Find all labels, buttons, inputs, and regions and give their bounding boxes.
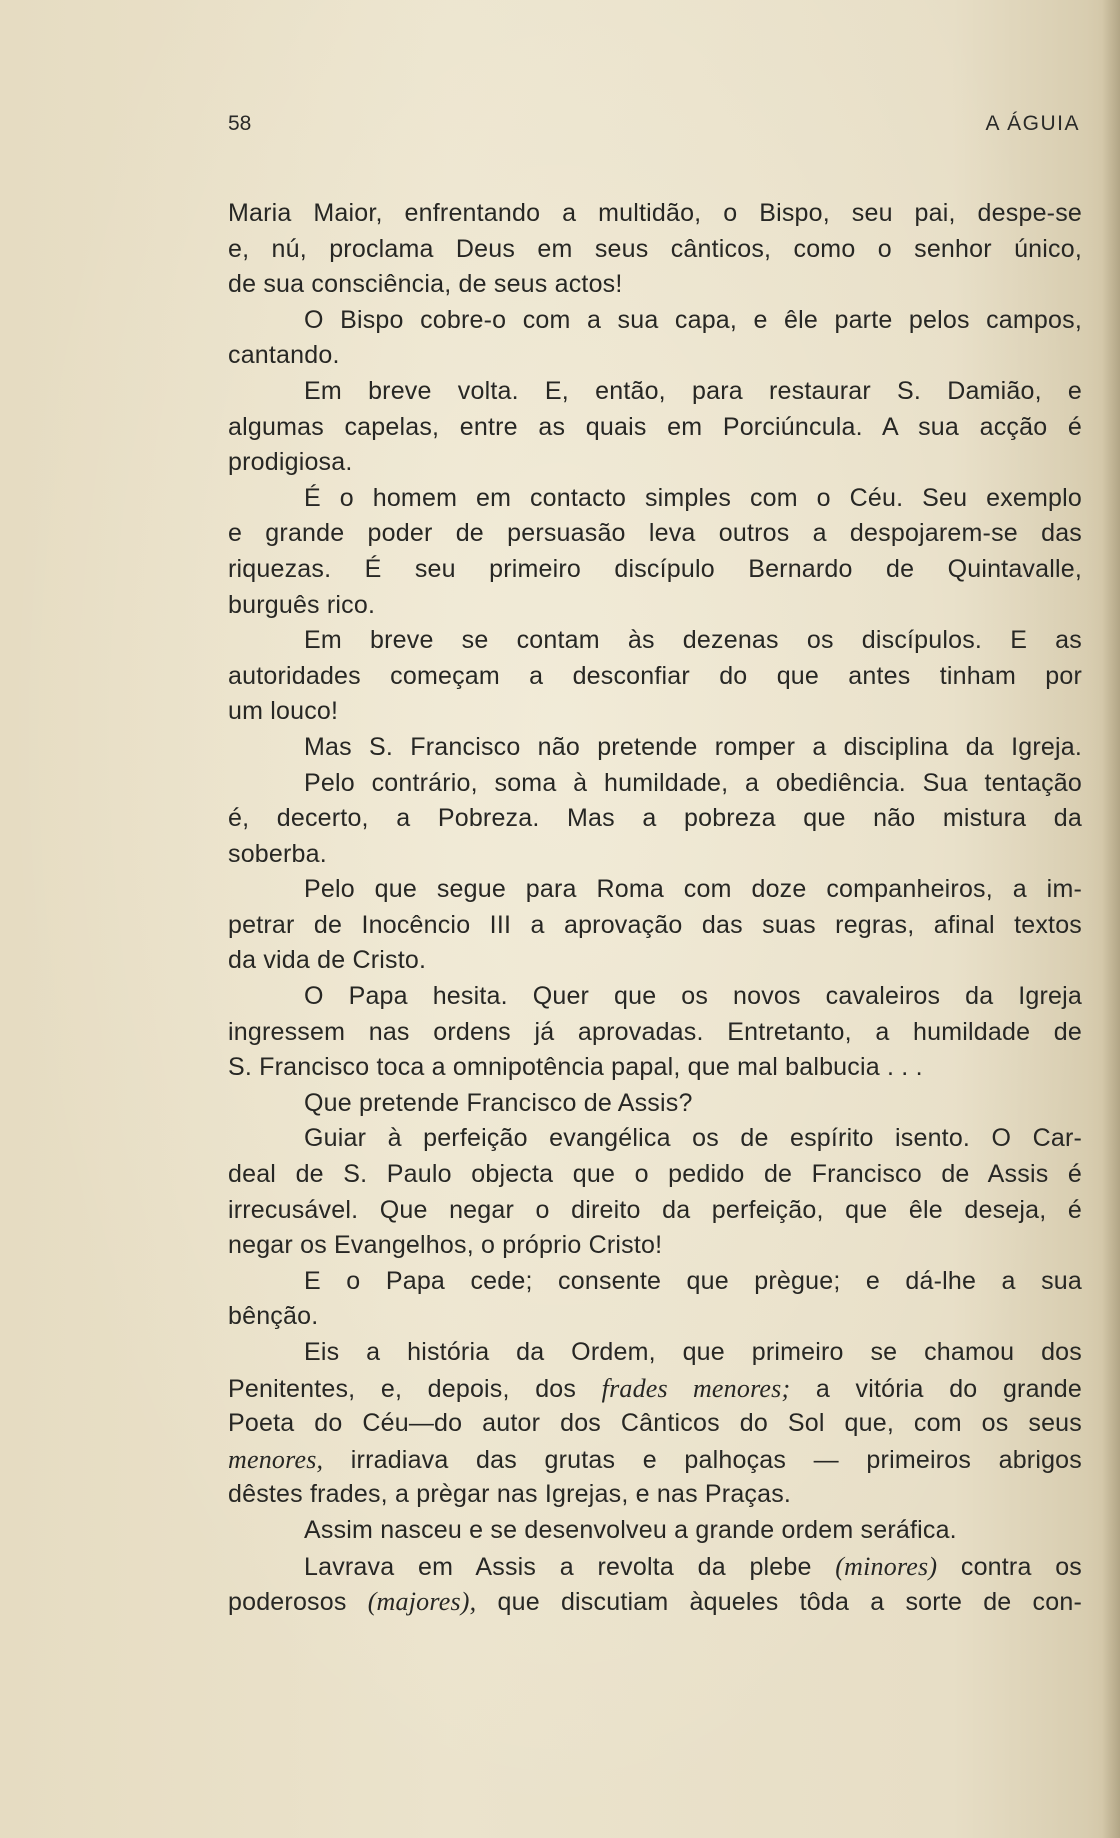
- text-segment: dêstes frades, a prègar nas Igrejas, e nas Praças.: [228, 1480, 792, 1509]
- text-segment: riquezas. É seu primeiro discípulo Bernardo de Quintavalle,: [228, 554, 1082, 583]
- text-line: [228, 445, 1082, 481]
- text-segment: deal de S. Paulo objecta que o pedido de Francisco de Assis é: [228, 1160, 1082, 1189]
- text-line: [228, 1264, 1082, 1300]
- text-line: [228, 1121, 1082, 1157]
- text-segment: autoridades começam a desconfiar do que antes tinham por: [228, 661, 1082, 690]
- text-line: [228, 943, 1082, 979]
- text-segment: Assim nasceu e se desenvolveu a grande ordem seráfica.: [304, 1515, 957, 1544]
- page-edge-shadow: [1102, 0, 1120, 1838]
- text-line: [228, 659, 1082, 695]
- text-segment: da vida de Cristo.: [228, 946, 427, 975]
- text-line: [228, 1513, 1082, 1549]
- text-line: [228, 481, 1082, 517]
- page-number: 58: [228, 112, 252, 135]
- text-line: [228, 267, 1082, 303]
- text-segment: cantando.: [228, 341, 340, 370]
- text-segment: negar os Evangelhos, o próprio Cristo!: [228, 1231, 663, 1260]
- text-line: [228, 303, 1082, 339]
- text-line: [228, 232, 1082, 268]
- text-segment: O Bispo cobre-o com a sua capa, e êle parte pelos campos,: [304, 305, 1082, 334]
- text-segment: Pelo contrário, soma à humildade, a obediência. Sua tentação: [304, 768, 1082, 797]
- text-line: [228, 1015, 1082, 1051]
- text-line: [228, 979, 1082, 1015]
- text-line: [228, 801, 1082, 837]
- text-segment: de sua consciência, de seus actos!: [228, 270, 623, 299]
- text-segment: ingressem nas ordens já aprovadas. Entretanto, a humildade de: [228, 1017, 1082, 1046]
- text-line: [228, 516, 1082, 552]
- text-line: [228, 730, 1082, 766]
- text-line: [228, 1050, 1082, 1086]
- text-segment: algumas capelas, entre as quais em Porciúncula. A sua acção é: [228, 412, 1082, 441]
- text-line: [228, 837, 1082, 873]
- text-line: [228, 1193, 1082, 1229]
- italic-text-segment: menores,: [228, 1444, 324, 1474]
- text-line: [228, 410, 1082, 446]
- italic-text-segment: (majores),: [367, 1587, 477, 1617]
- text-segment: Guiar à perfeição evangélica os de espírito isento. O Car-: [304, 1124, 1082, 1153]
- text-segment: bênção.: [228, 1302, 319, 1331]
- text-line: [228, 1086, 1082, 1122]
- text-segment: Maria Maior, enfrentando a multidão, o Bispo, seu pai, despe-se: [228, 199, 1082, 227]
- text-segment: prodigiosa.: [228, 448, 353, 477]
- journal-title: A ÁGUIA: [985, 112, 1080, 135]
- text-segment: Pelo que segue para Roma com doze companheiros, a im-: [304, 875, 1082, 904]
- text-line: [228, 1371, 1082, 1407]
- text-line: [228, 1335, 1082, 1371]
- text-segment: Mas S. Francisco não pretende romper a disciplina da Igreja.: [304, 732, 1082, 761]
- text-segment: é, decerto, a Pobreza. Mas a pobreza que não mistura da: [228, 804, 1082, 833]
- text-segment: Eis a história da Ordem, que primeiro se chamou dos: [304, 1338, 1082, 1366]
- text-segment: e, nú, proclama Deus em seus cânticos, como o senhor único,: [228, 234, 1082, 263]
- text-segment: Que pretende Francisco de Assis?: [304, 1088, 693, 1117]
- text-line: [228, 374, 1082, 410]
- text-segment: Poeta do Céu—do autor dos Cânticos do Sol que, com os seus: [228, 1409, 1082, 1438]
- text-line: [228, 1406, 1082, 1442]
- text-segment: e grande poder de persuasão leva outros a despojarem-se das: [228, 519, 1082, 548]
- italic-text-segment: frades menores;: [601, 1373, 791, 1403]
- text-segment: contra os: [937, 1552, 1083, 1581]
- text-segment: Em breve volta. E, então, para restaurar S. Damião, e: [304, 376, 1082, 405]
- text-line: [228, 1228, 1082, 1264]
- text-segment: S. Francisco toca a omnipotência papal, que mal balbucia . . .: [228, 1053, 923, 1082]
- text-segment: irradiava das grutas e palhoças — primeiros abrigos: [323, 1445, 1082, 1474]
- text-line: [228, 908, 1082, 944]
- italic-text-segment: (minores): [835, 1551, 938, 1581]
- text-segment: Lavrava em Assis a revolta da plebe: [304, 1552, 836, 1581]
- text-segment: O Papa hesita. Quer que os novos cavaleiros da Igreja: [304, 982, 1082, 1011]
- text-line: [228, 1584, 1082, 1620]
- text-line: [228, 1157, 1082, 1193]
- text-segment: soberba.: [228, 839, 327, 868]
- text-line: [228, 552, 1082, 588]
- text-segment: burguês rico.: [228, 590, 376, 619]
- text-line: [228, 1442, 1082, 1478]
- text-line: [228, 1477, 1082, 1513]
- text-segment: que discutiam àqueles tôda a sorte de con-: [476, 1588, 1082, 1617]
- text-line: [228, 766, 1082, 802]
- body-text: [228, 196, 1082, 1620]
- text-segment: poderosos: [228, 1588, 368, 1617]
- text-line: [228, 196, 1082, 232]
- text-line: [228, 694, 1082, 730]
- text-line: [228, 623, 1082, 659]
- text-segment: petrar de Inocêncio III a aprovação das suas regras, afinal textos: [228, 910, 1082, 939]
- text-segment: irrecusável. Que negar o direito da perfeição, que êle deseja, é: [228, 1195, 1082, 1224]
- text-line: [228, 872, 1082, 908]
- text-line: [228, 1299, 1082, 1335]
- text-segment: Em breve se contam às dezenas os discípulos. E as: [304, 626, 1082, 655]
- text-segment: a vitória do grande: [790, 1374, 1082, 1403]
- text-line: [228, 1549, 1082, 1585]
- text-line: [228, 338, 1082, 374]
- text-segment: um louco!: [228, 697, 339, 726]
- text-segment: E o Papa cede; consente que prègue; e dá-lhe a sua: [304, 1266, 1082, 1295]
- text-line: [228, 588, 1082, 624]
- text-segment: É o homem em contacto simples com o Céu. Seu exemplo: [304, 483, 1082, 512]
- text-segment: Penitentes, e, depois, dos: [228, 1374, 602, 1403]
- running-head: [228, 112, 1080, 142]
